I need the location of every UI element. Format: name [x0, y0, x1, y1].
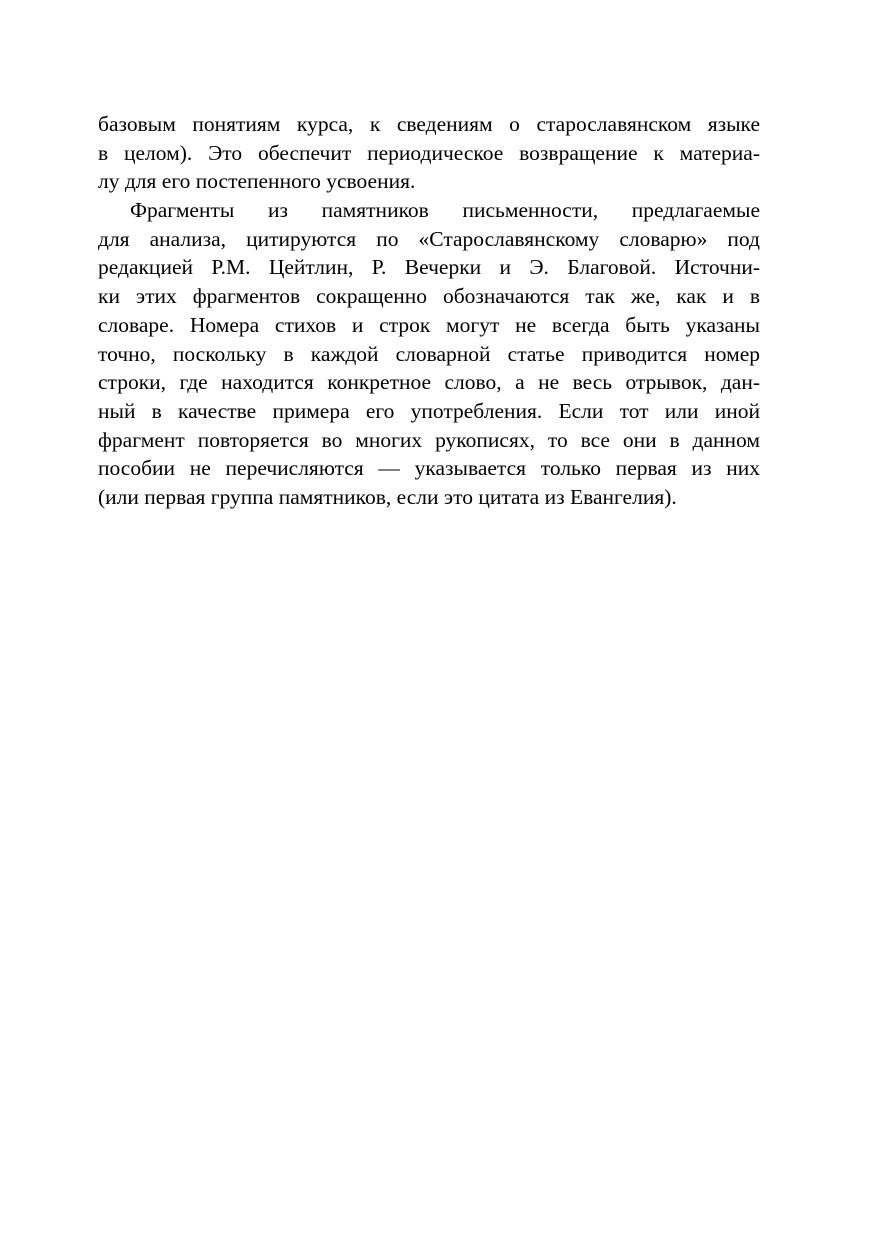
text-line: лу для его постепенного усвоения. — [98, 169, 416, 194]
text-line: Фрагменты из памятников письменности, предлагаемые — [130, 198, 760, 223]
text-line: словаре. Номера стихов и строк могут не всегда быть указаны — [98, 312, 760, 337]
page-body — [98, 110, 760, 512]
text-line: ный в качестве примера его употребления. Если тот или иной — [98, 398, 760, 423]
text-line: базовым понятиям курса, к сведениям о старославянском языке — [98, 112, 760, 136]
text-line: точно, поскольку в каждой словарной статье приводится номер — [98, 341, 760, 366]
text-line: в целом). Это обеспечит периодическое возвращение к материа- — [98, 140, 760, 165]
text-line: редакцией Р.М. Цейтлин, Р. Вечерки и Э. Благовой. Источни- — [98, 255, 760, 280]
text-line: (или первая группа памятников, если это цитата из Евангелия). — [98, 484, 677, 509]
text-line: для анализа, цитируются по «Старославянскому словарю» под — [98, 226, 760, 251]
paragraph-1 — [98, 110, 760, 196]
text-line: фрагмент повторяется во многих рукописях, то все они в данном — [98, 427, 760, 452]
text-line: ки этих фрагментов сокращенно обозначаются так же, как и в — [98, 284, 760, 309]
paragraph-2 — [98, 196, 760, 512]
text-line: пособии не перечисляются — указывается только первая из них — [98, 456, 760, 481]
text-line: строки, где находится конкретное слово, а не весь отрывок, дан- — [98, 370, 760, 395]
